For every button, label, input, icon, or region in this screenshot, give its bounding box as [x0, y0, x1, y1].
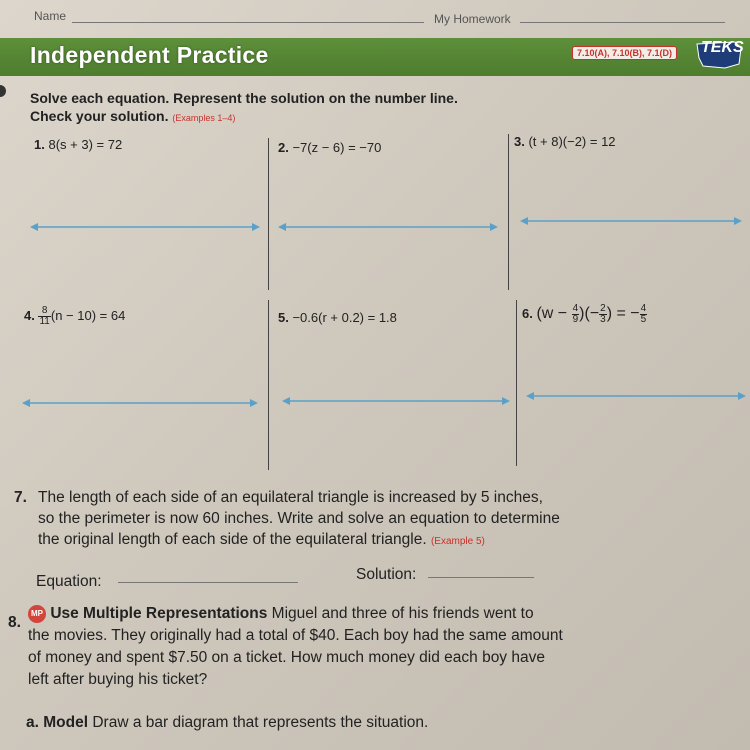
divider-2 — [508, 134, 509, 290]
problem-1 — [34, 137, 122, 152]
problem-8-text: MP Use Multiple Representations Miguel and three of his friends went to the movies. They originally had a total of $40. Each boy had the same amount of money and spent $7.50 on a ticket. How much money did each boy have left after buying his ticket? — [28, 605, 563, 688]
number-line-3[interactable] — [520, 214, 742, 228]
instruction-line1: Solve each equation. Represent the solution on the number line. — [30, 90, 458, 106]
problem-7-text: The length of each side of an equilateral triangle is increased by 5 inches, so the perimeter is now 60 inches. Write and solve an equation to determine the original length of each side of the equilateral triangle. (Example 5) — [38, 489, 560, 548]
standards-tag: 7.10(A), 7.10(B), 7.1(D) — [572, 46, 677, 60]
problem-3 — [514, 134, 616, 149]
number-line-5[interactable] — [282, 394, 510, 408]
number-line-2[interactable] — [278, 220, 498, 234]
equation-answer-line[interactable] — [118, 582, 298, 583]
problem-4-number: 4. — [24, 307, 35, 323]
banner-title: Independent Practice — [30, 42, 269, 68]
homework-line — [520, 22, 725, 23]
problem-4-equation: (n − 10) = 64 — [50, 307, 126, 323]
divider-1 — [268, 138, 269, 290]
problem-4-fraction: $\frac{8}{11}$ — [39, 305, 50, 327]
name-line — [72, 22, 424, 23]
problem-2-equation: −7(z − 6) = −70 — [292, 140, 382, 155]
problem-8a: a. Model Draw a bar diagram that represents the situation. — [26, 714, 429, 731]
name-label: Name — [34, 9, 67, 23]
equation-label: Equation: — [36, 573, 102, 590]
problem-6: 6. (w − $\frac{4}{9}$ )(− $\frac{2}{3}$ ) = − $\frac{4}{5}$ — [522, 303, 647, 325]
number-line-1[interactable] — [30, 220, 260, 234]
teks-badge-label: TEKS — [701, 39, 744, 56]
problem-7-number: 7. — [14, 489, 27, 506]
mp-badge-icon: MP — [28, 605, 46, 623]
instruction-examples: (Examples 1–4) — [172, 113, 236, 123]
problem-2-number: 2. — [278, 140, 289, 155]
problem-4 — [24, 306, 125, 327]
bullet-marker — [0, 85, 6, 97]
solution-answer-line[interactable] — [428, 577, 534, 578]
problem-5-equation: −0.6(r + 0.2) = 1.8 — [292, 310, 397, 325]
divider-4 — [516, 300, 517, 466]
problem-6-number: 6. — [522, 305, 533, 321]
instruction-check: Check your solution. — [30, 108, 169, 124]
solution-label: Solution: — [356, 566, 417, 583]
number-line-4[interactable] — [22, 396, 258, 410]
problem-3-number: 3. — [514, 134, 525, 149]
problem-5 — [278, 310, 397, 325]
problem-3-equation: (t + 8)(−2) = 12 — [528, 134, 616, 149]
problem-2 — [278, 140, 381, 155]
problem-8-number: 8. — [8, 614, 21, 631]
instruction-line2 — [30, 108, 235, 124]
problem-5-number: 5. — [278, 310, 289, 325]
problem-1-number: 1. — [34, 137, 45, 152]
problem-1-equation: 8(s + 3) = 72 — [48, 137, 123, 152]
homework-label: My Homework — [434, 12, 511, 26]
number-line-6[interactable] — [526, 389, 746, 403]
divider-3 — [268, 300, 269, 470]
